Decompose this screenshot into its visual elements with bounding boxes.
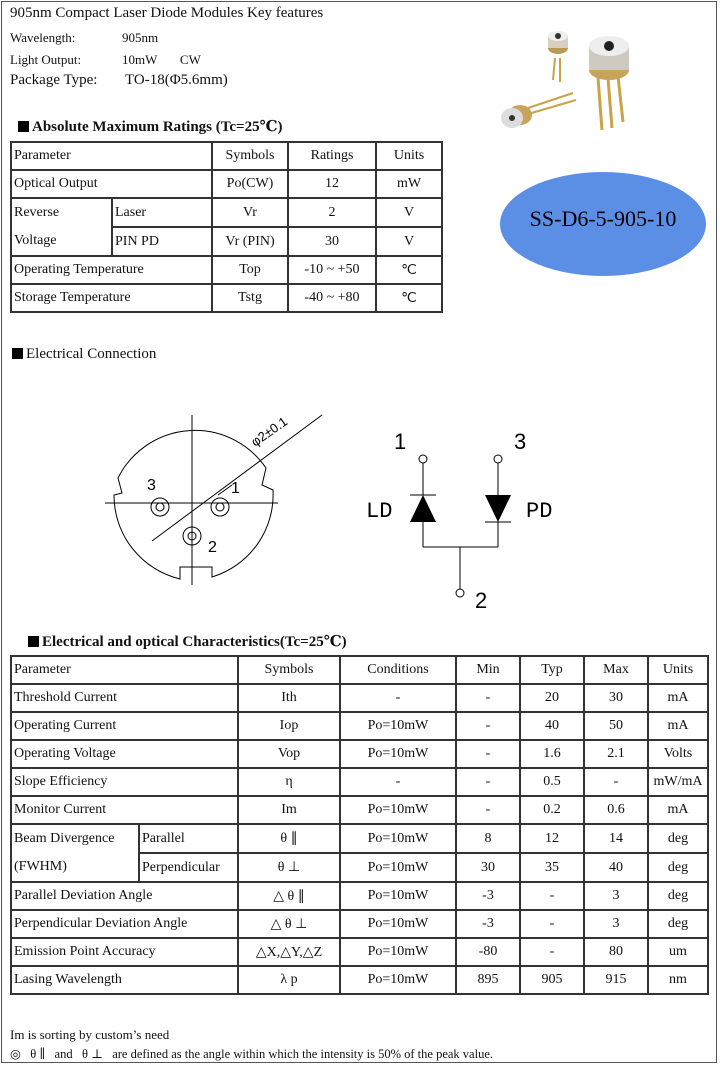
bullet-square-icon (28, 636, 39, 647)
sub-param-cell: Laser (112, 198, 212, 227)
condition-cell: Po=10mW (340, 796, 456, 824)
pd-label: PD (526, 499, 553, 524)
condition-cell: Po=10mW (340, 853, 456, 882)
group-cell (11, 198, 112, 256)
condition-cell: - (340, 684, 456, 712)
rating-cell: -10 ~ +50 (288, 256, 376, 284)
param-cell: Operating Current (11, 712, 238, 740)
param-cell: Storage Temperature (11, 284, 212, 312)
header-cell: Parameter (11, 142, 212, 170)
condition-cell: Po=10mW (340, 966, 456, 994)
table-row (11, 824, 708, 853)
param-cell: Parallel Deviation Angle (11, 882, 238, 910)
rating-cell: 12 (288, 170, 376, 198)
table-row (11, 882, 708, 910)
param-cell: Operating Temperature (11, 256, 212, 284)
unit-cell: deg (648, 882, 708, 910)
max-cell: - (584, 768, 648, 796)
laser-diode-small (548, 31, 568, 82)
section-title-electrical-connection (12, 346, 156, 363)
table-row (11, 712, 708, 740)
param-cell: Operating Voltage (11, 740, 238, 768)
spec-wavelength (10, 30, 159, 46)
ld-diode-icon (410, 495, 436, 522)
ld-label: LD (366, 499, 393, 524)
table-row (11, 910, 708, 938)
header-cell: Typ (520, 656, 584, 684)
section-title-text: Electrical and optical Characteristics(Tc=25℃) (42, 634, 347, 650)
terminal-3 (494, 455, 502, 463)
document-title: 905nm Compact Laser Diode Modules Key features (10, 5, 324, 21)
table-row (11, 768, 708, 796)
pin-3-inner (156, 503, 164, 511)
spec-label: Light Output: (10, 52, 82, 67)
header-cell: Max (584, 656, 648, 684)
schematic-pin-3: 3 (514, 429, 527, 454)
min-cell: -80 (456, 938, 520, 966)
unit-cell: mA (648, 712, 708, 740)
pin-label-3: 3 (147, 477, 156, 494)
min-cell: 30 (456, 853, 520, 882)
symbol-cell: Tstg (212, 284, 288, 312)
condition-cell: - (340, 768, 456, 796)
min-cell: - (456, 712, 520, 740)
model-name: SS-D6-5-905-10 (529, 206, 677, 231)
table-row (11, 938, 708, 966)
bullet-square-icon (18, 121, 29, 132)
symbol-cell: Im (238, 796, 340, 824)
dimension-leader (152, 415, 322, 541)
min-cell: 895 (456, 966, 520, 994)
symbol-cell: Top (212, 256, 288, 284)
param-cell: Perpendicular Deviation Angle (11, 910, 238, 938)
param-cell: Lasing Wavelength (11, 966, 238, 994)
footnote: ◎ θ ∥ and θ ⊥ are defined as the angle within which the intensity is 50% of the peak value. (10, 1047, 493, 1061)
symbol-cell: Iop (238, 712, 340, 740)
spec-package (10, 72, 228, 89)
header-cell: Ratings (288, 142, 376, 170)
section-title-text: Absolute Maximum Ratings (Tc=25℃) (32, 119, 283, 135)
schematic-pin-1: 1 (394, 429, 407, 454)
max-cell: 50 (584, 712, 648, 740)
unit-cell: nm (648, 966, 708, 994)
max-cell: 2.1 (584, 740, 648, 768)
symbol-cell: Vr (212, 198, 288, 227)
pin-3-outer (151, 498, 169, 516)
char-rows (11, 684, 708, 824)
spec-light-output (10, 52, 201, 68)
max-cell: 3 (584, 882, 648, 910)
pin-label-2: 2 (208, 539, 217, 556)
typ-cell: 0.2 (520, 796, 584, 824)
circuit-schematic (360, 425, 580, 610)
param-cell: Threshold Current (11, 684, 238, 712)
max-cell: 3 (584, 910, 648, 938)
pin-layout-diagram (100, 395, 340, 600)
typ-cell: - (520, 938, 584, 966)
pin-1-inner (216, 503, 224, 511)
unit-cell: ℃ (376, 256, 442, 284)
typ-cell: 20 (520, 684, 584, 712)
unit-cell: ℃ (376, 284, 442, 312)
typ-cell: 0.5 (520, 768, 584, 796)
section-title-text: Electrical Connection (26, 346, 157, 362)
max-cell: 40 (584, 853, 648, 882)
bullet-square-icon (12, 348, 23, 359)
header-cell: Symbols (212, 142, 288, 170)
table-row (11, 796, 708, 824)
condition-cell: Po=10mW (340, 938, 456, 966)
sub-param-cell: PIN PD (112, 227, 212, 256)
group-label: (FWHM) (14, 859, 67, 874)
symbol-cell: Vop (238, 740, 340, 768)
symbol-cell: θ ∥ (238, 824, 340, 853)
unit-cell: mW (376, 170, 442, 198)
min-cell: -3 (456, 882, 520, 910)
max-cell: 80 (584, 938, 648, 966)
symbol-cell: λ p (238, 966, 340, 994)
unit-cell: um (648, 938, 708, 966)
pd-diode-icon (485, 495, 511, 522)
symbol-cell: △X,△Y,△Z (238, 938, 340, 966)
spec-value: 10mW CW (122, 52, 201, 67)
typ-cell: - (520, 882, 584, 910)
typ-cell: 905 (520, 966, 584, 994)
table-header-row (11, 142, 442, 170)
typ-cell: 40 (520, 712, 584, 740)
condition-cell: Po=10mW (340, 740, 456, 768)
symbol-cell: η (238, 768, 340, 796)
footnote: Im is sorting by custom’s need (10, 1027, 170, 1042)
table-row (11, 256, 442, 284)
symbol-cell: △ θ ∥ (238, 882, 340, 910)
rating-cell: 2 (288, 198, 376, 227)
condition-cell: Po=10mW (340, 882, 456, 910)
table-row (11, 170, 442, 198)
typ-cell: 12 (520, 824, 584, 853)
table-row (11, 284, 442, 312)
pin-label-1: 1 (231, 480, 240, 497)
header-cell: Units (648, 656, 708, 684)
header-cell: Symbols (238, 656, 340, 684)
sub-param-cell: Parallel (139, 824, 238, 853)
characteristics-table (10, 655, 709, 995)
min-cell: - (456, 740, 520, 768)
unit-cell: V (376, 227, 442, 256)
min-cell: - (456, 768, 520, 796)
param-cell: Optical Output (11, 170, 212, 198)
header-cell: Min (456, 656, 520, 684)
symbol-cell: Vr (PIN) (212, 227, 288, 256)
condition-cell: Po=10mW (340, 712, 456, 740)
pin-1-outer (211, 498, 229, 516)
param-cell: Monitor Current (11, 796, 238, 824)
unit-cell: deg (648, 853, 708, 882)
min-cell: -3 (456, 910, 520, 938)
param-cell: Slope Efficiency (11, 768, 238, 796)
min-cell: 8 (456, 824, 520, 853)
spec-label: Wavelength: (10, 30, 76, 45)
symbol-cell: Po(CW) (212, 170, 288, 198)
symbol-cell: θ ⊥ (238, 853, 340, 882)
table-row (11, 740, 708, 768)
section-title-characteristics (28, 632, 347, 651)
rating-cell: 30 (288, 227, 376, 256)
max-cell: 915 (584, 966, 648, 994)
sub-param-cell: Perpendicular (139, 853, 238, 882)
unit-cell: Volts (648, 740, 708, 768)
header-cell: Conditions (340, 656, 456, 684)
product-photo (498, 18, 638, 138)
table-row (11, 198, 442, 227)
max-cell: 14 (584, 824, 648, 853)
typ-cell: 1.6 (520, 740, 584, 768)
condition-cell: Po=10mW (340, 910, 456, 938)
spec-value: TO-18(Φ5.6mm) (125, 72, 228, 88)
spec-label: Package Type: (10, 72, 98, 88)
section-title-abs-max (18, 117, 283, 136)
unit-cell: deg (648, 910, 708, 938)
symbol-cell: Ith (238, 684, 340, 712)
condition-cell: Po=10mW (340, 824, 456, 853)
param-cell: Emission Point Accuracy (11, 938, 238, 966)
typ-cell: - (520, 910, 584, 938)
unit-cell: V (376, 198, 442, 227)
schematic-pin-2: 2 (475, 588, 488, 610)
typ-cell: 35 (520, 853, 584, 882)
max-cell: 0.6 (584, 796, 648, 824)
terminal-1 (419, 455, 427, 463)
terminal-2 (456, 589, 464, 597)
unit-cell: deg (648, 824, 708, 853)
group-label: Beam Divergence (14, 831, 115, 846)
unit-cell: mW/mA (648, 768, 708, 796)
rating-cell: -40 ~ +80 (288, 284, 376, 312)
min-cell: - (456, 796, 520, 824)
table-row (11, 684, 708, 712)
symbol-cell: △ θ ⊥ (238, 910, 340, 938)
laser-diode-large (589, 36, 629, 130)
unit-cell: mA (648, 796, 708, 824)
max-cell: 30 (584, 684, 648, 712)
spec-value: 905nm (122, 30, 159, 45)
dimension-label: φ2±0.1 (248, 413, 291, 450)
table-header-row (11, 656, 708, 684)
header-cell: Units (376, 142, 442, 170)
package-outline (114, 430, 273, 579)
group-label: Voltage (14, 233, 57, 248)
header-cell: Parameter (11, 656, 238, 684)
min-cell: - (456, 684, 520, 712)
char-rows (11, 882, 708, 994)
group-label: Reverse (14, 205, 60, 220)
abs-max-table (10, 141, 443, 313)
group-cell (11, 824, 139, 882)
laser-diode-angled (501, 93, 576, 128)
unit-cell: mA (648, 684, 708, 712)
table-row (11, 966, 708, 994)
